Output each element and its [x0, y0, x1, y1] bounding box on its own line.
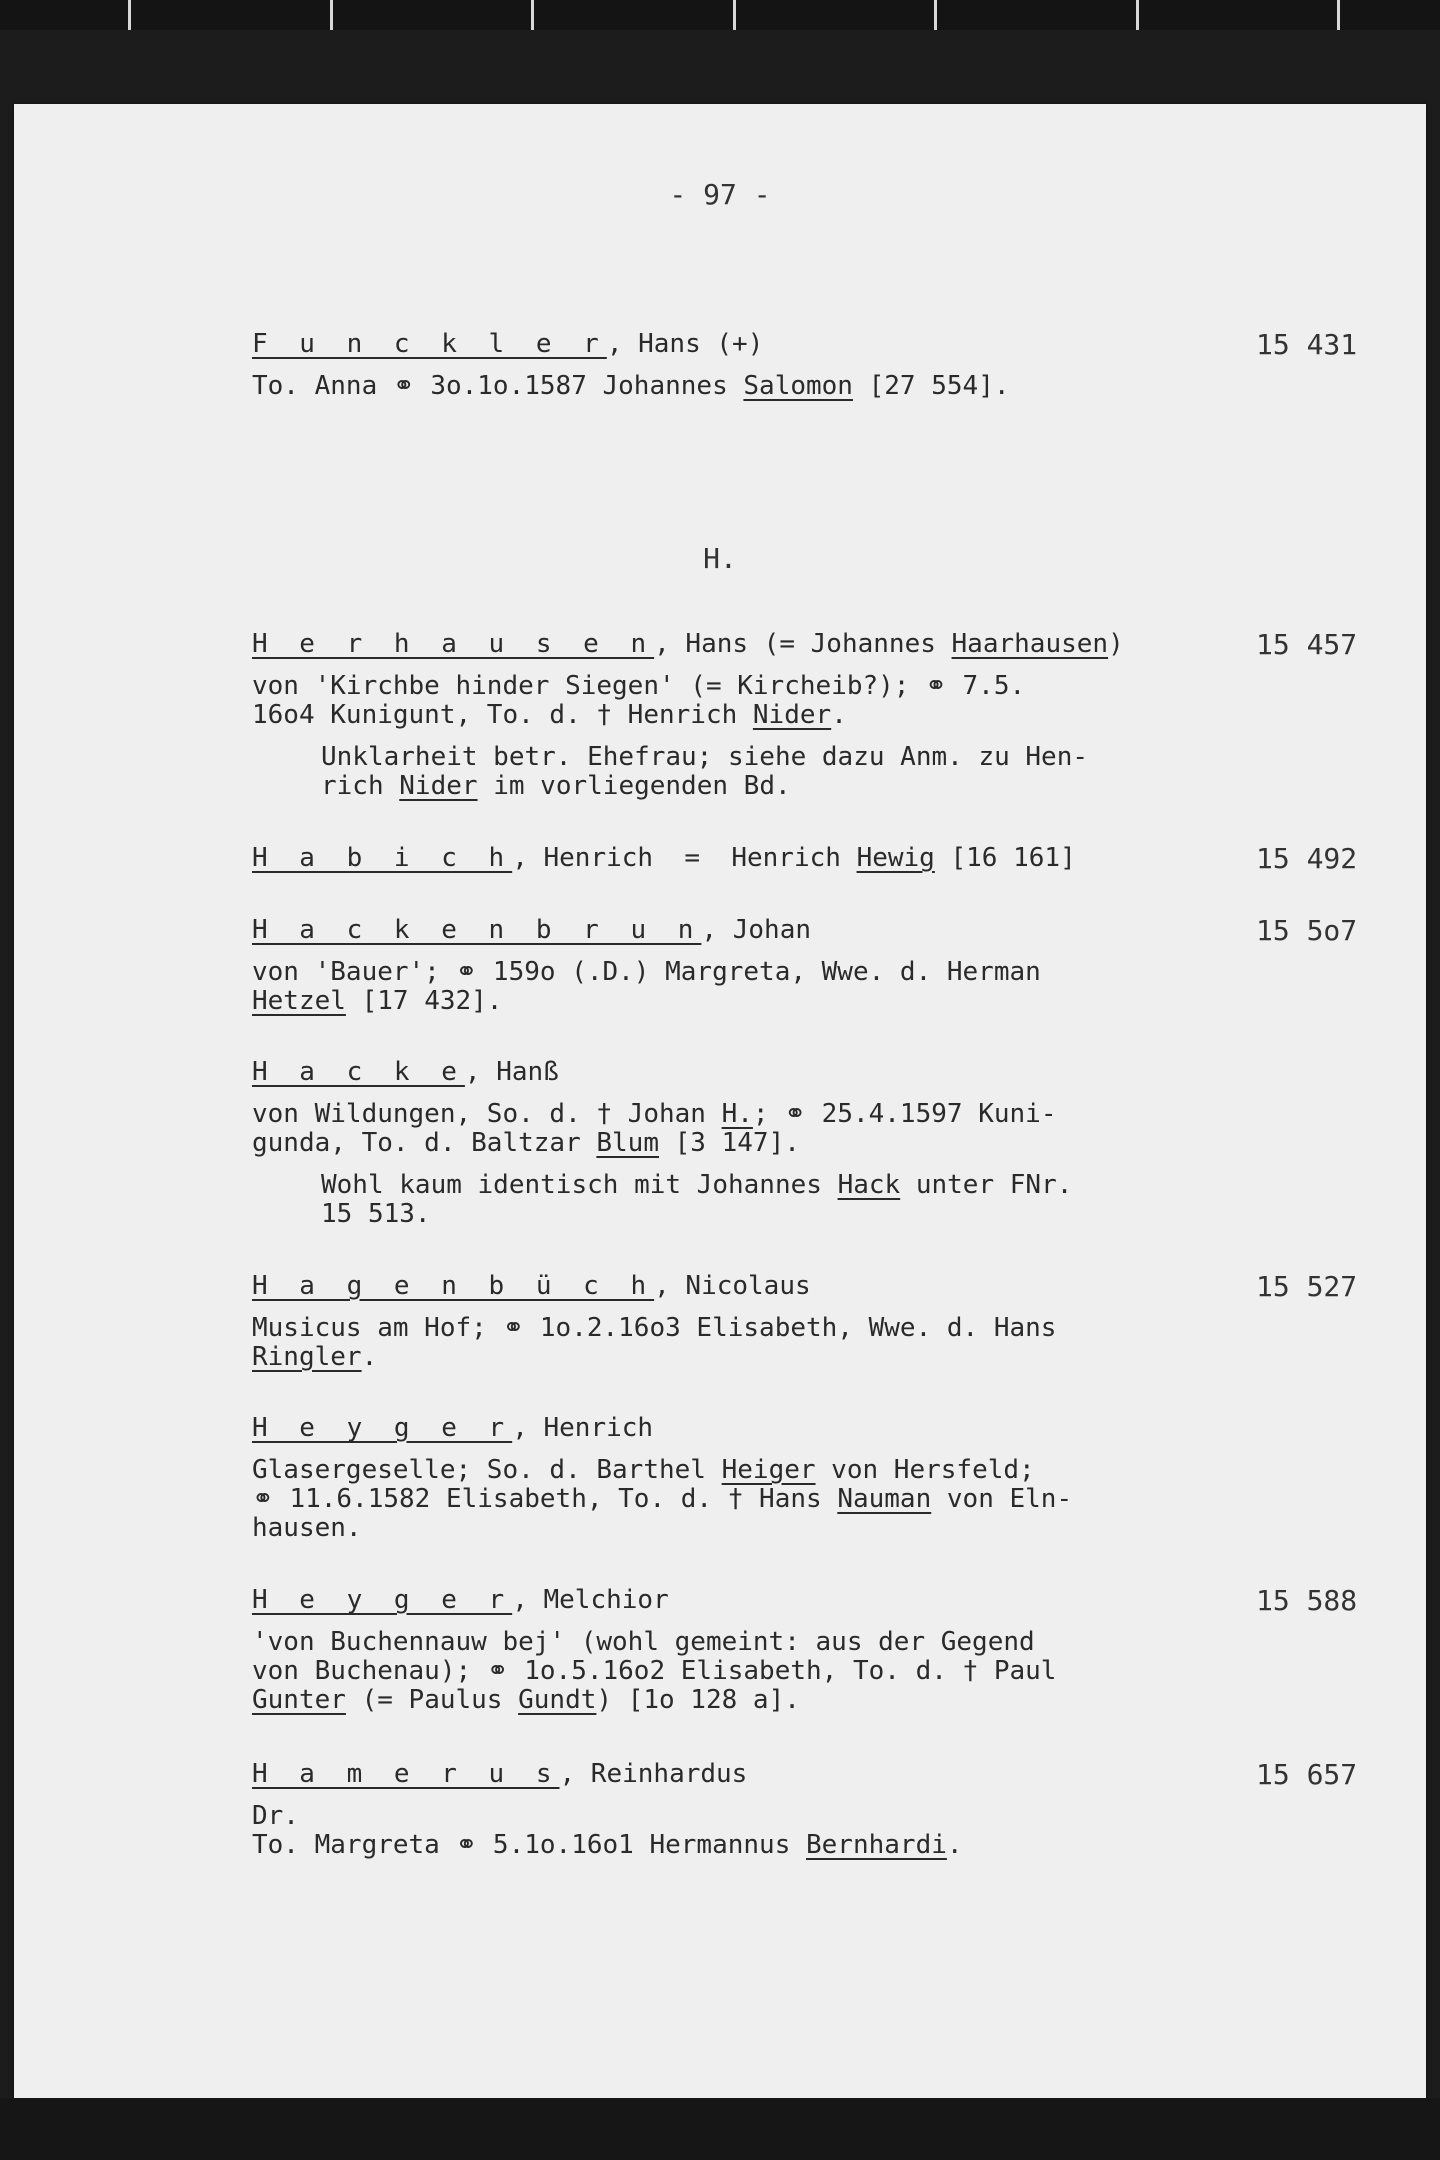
text-segment: Unklarheit betr. Ehefrau; siehe dazu Anm. zu Hen- [321, 742, 1089, 772]
entry-given-name: , Hans (= Johannes [654, 629, 952, 659]
genealogy-entry [252, 1586, 1362, 1715]
entry-line [252, 1686, 1362, 1715]
text-segment: im vorliegenden Bd. [477, 771, 791, 801]
film-tick [330, 0, 333, 30]
underlined-name: Nider [752, 700, 832, 730]
entry-line [252, 1657, 1362, 1686]
underlined-name: Nauman [837, 1484, 932, 1514]
family-number: 15 657 [1256, 1758, 1358, 1791]
genealogy-entry [252, 1272, 1362, 1372]
text-segment: von Buchenau); ⚭ 1o.5.16o2 Elisabeth, To. d. † Paul [252, 1656, 1057, 1686]
underlined-name: Bernhardi [806, 1830, 947, 1860]
text-segment: rich [321, 771, 400, 801]
entry-line [252, 1456, 1362, 1485]
entry-given-name: , Henrich [512, 1413, 654, 1443]
text-segment: [16 161] [934, 843, 1076, 873]
family-number: 15 457 [1256, 628, 1358, 661]
underlined-name: Salomon [743, 371, 853, 401]
entry-line [252, 987, 1362, 1016]
text-segment: von Eln- [931, 1484, 1073, 1514]
underlined-name: H. [721, 1099, 753, 1129]
text-segment: ) [1o 128 a]. [596, 1685, 800, 1715]
film-tick [531, 0, 534, 30]
text-segment: von Wildungen, So. d. † Johan [252, 1099, 722, 1129]
entry-line [252, 1802, 1362, 1831]
entry-line [252, 1129, 1362, 1158]
text-segment: Glasergeselle; So. d. Barthel [252, 1455, 722, 1485]
genealogy-entry [252, 1058, 1362, 1229]
entry-given-name: , Hanß [464, 1057, 559, 1087]
family-number: 15 492 [1256, 842, 1358, 875]
note-line [252, 743, 1362, 772]
family-number: 15 431 [1256, 328, 1358, 361]
text-segment: [17 432]. [345, 986, 503, 1016]
entry-line [252, 1831, 1362, 1860]
text-segment: unter FNr. [900, 1170, 1073, 1200]
underlined-name: Gundt [518, 1685, 597, 1715]
document-page [14, 104, 1426, 2098]
text-segment: 'von Buchennauw bej' (wohl gemeint: aus der Gegend [252, 1627, 1035, 1657]
note-line [252, 1171, 1362, 1200]
underlined-name: Ringler [252, 1342, 362, 1372]
section-heading: H. [703, 542, 737, 575]
underlined-name: Hewig [856, 843, 935, 873]
entry-heading [252, 1058, 1362, 1087]
film-strip-bottom [0, 2098, 1440, 2160]
entry-surname: H a g e n b ü c h [252, 1271, 655, 1301]
entry-given-name: , Johan [701, 915, 811, 945]
underlined-name: Blum [596, 1128, 659, 1158]
film-tick [934, 0, 937, 30]
spacer [252, 1789, 1362, 1802]
genealogy-entry [252, 630, 1362, 801]
family-number: 15 5o7 [1256, 914, 1358, 947]
text-segment: 15 513. [321, 1199, 431, 1229]
genealogy-entry [252, 916, 1362, 1016]
entry-given-name: , Henrich = Henrich [512, 843, 857, 873]
text-segment: . [361, 1342, 378, 1372]
text-segment: [27 554]. [852, 371, 1010, 401]
entry-surname: H a c k e [252, 1057, 465, 1087]
entry-heading [252, 630, 1362, 659]
underlined-name: Nider [399, 771, 478, 801]
film-tick [128, 0, 131, 30]
entry-heading [252, 1586, 1362, 1615]
entry-line [252, 672, 1362, 701]
entry-line [252, 1628, 1362, 1657]
text-segment: ⚭ 11.6.1582 Elisabeth, To. d. † Hans [252, 1484, 838, 1514]
text-segment: Dr. [252, 1801, 299, 1831]
entry-line [252, 1485, 1362, 1514]
entry-given-name: , Nicolaus [654, 1271, 811, 1301]
entry-heading [252, 330, 1362, 359]
entry-line [252, 1343, 1362, 1372]
film-strip-top [0, 0, 1440, 30]
text-segment: ) [1108, 629, 1124, 659]
genealogy-entry [252, 1760, 1362, 1860]
entry-heading [252, 1272, 1362, 1301]
family-number: 15 588 [1256, 1584, 1358, 1617]
entry-surname: H e y g e r [252, 1585, 513, 1615]
genealogy-entry [252, 330, 1362, 401]
entry-given-name: , Reinhardus [559, 1759, 748, 1789]
genealogy-entry [252, 1414, 1362, 1543]
entry-line [252, 372, 1362, 401]
text-segment: von 'Kirchbe hinder Siegen' (= Kircheib?); ⚭ 7.5. [252, 671, 1026, 701]
text-segment: . [946, 1830, 963, 1860]
underlined-name: Heiger [721, 1455, 816, 1485]
entry-surname: H e y g e r [252, 1413, 513, 1443]
underlined-name: Gunter [252, 1685, 346, 1715]
text-segment: Wohl kaum identisch mit Johannes [321, 1170, 838, 1200]
text-segment: von 'Bauer'; ⚭ 159o (.D.) Margreta, Wwe. d. Herman [252, 957, 1041, 987]
entry-surname: H a b i c h [252, 843, 513, 873]
entry-surname: F u n c k l e r [252, 329, 607, 359]
entry-surname: H e r h a u s e n [252, 629, 655, 659]
text-segment: gunda, To. d. Baltzar [252, 1128, 597, 1158]
entry-given-name: , Melchior [512, 1585, 669, 1615]
film-tick [1136, 0, 1139, 30]
underlined-name: Haarhausen [951, 629, 1109, 659]
entry-line [252, 1314, 1362, 1343]
underlined-name: Hack [837, 1170, 901, 1200]
entry-heading [252, 1414, 1362, 1443]
text-segment: (= Paulus [345, 1685, 519, 1715]
note-line [252, 1200, 1362, 1229]
entry-line [252, 1100, 1362, 1129]
entry-heading [252, 916, 1362, 945]
film-tick [733, 0, 736, 30]
text-segment: To. Margreta ⚭ 5.1o.16o1 Hermannus [252, 1830, 806, 1860]
text-segment: Musicus am Hof; ⚭ 1o.2.16o3 Elisabeth, Wwe. d. Hans [252, 1313, 1057, 1343]
text-segment: von Hersfeld; [815, 1455, 1035, 1485]
entry-line [252, 701, 1362, 730]
family-number: 15 527 [1256, 1270, 1358, 1303]
entry-given-name: , Hans (+) [606, 329, 764, 359]
text-segment: [3 147]. [659, 1128, 800, 1158]
note-line [252, 772, 1362, 801]
underlined-name: Hetzel [252, 986, 346, 1016]
text-segment: ; ⚭ 25.4.1597 Kuni- [752, 1099, 1057, 1129]
text-segment: To. Anna ⚭ 3o.1o.1587 Johannes [252, 371, 744, 401]
entry-line [252, 958, 1362, 987]
genealogy-entry [252, 844, 1362, 873]
text-segment: . [831, 700, 847, 730]
text-segment: 16o4 Kunigunt, To. d. † Henrich [252, 700, 753, 730]
entry-heading [252, 844, 1362, 873]
text-segment: hausen. [252, 1513, 362, 1543]
entry-heading [252, 1760, 1362, 1789]
film-tick [1337, 0, 1340, 30]
entry-line [252, 1514, 1362, 1543]
page-number: - 97 - [669, 178, 771, 211]
entry-surname: H a c k e n b r u n [252, 915, 702, 945]
entry-surname: H a m e r u s [252, 1759, 560, 1789]
